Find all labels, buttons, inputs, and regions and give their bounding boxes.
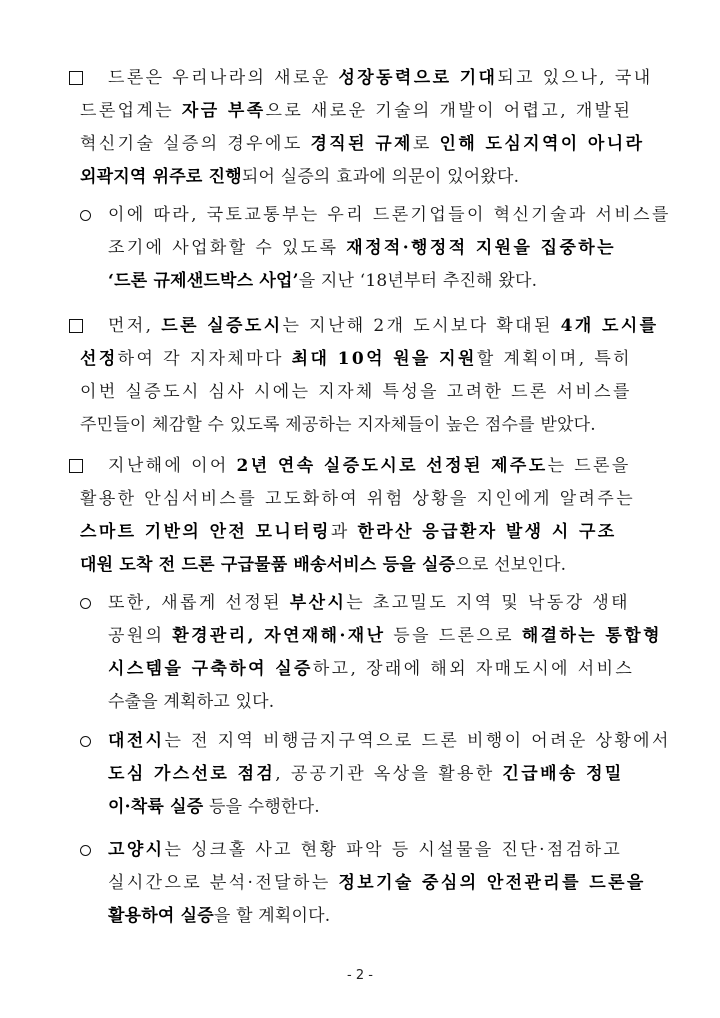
bold-text: 4개 도시를 xyxy=(560,316,659,336)
text-run: 수출을 계획하고 있다. xyxy=(108,692,275,712)
text-line xyxy=(108,762,624,786)
text-run: 는 싱크홀 사고 현황 파악 등 시설물을 진단·점검하고 xyxy=(164,840,623,860)
text-line xyxy=(108,657,634,681)
circle-bullet-icon xyxy=(80,736,91,747)
text-run: 활용한 안심서비스를 고도화하여 위험 상황을 지인에게 알려주는 xyxy=(80,489,636,509)
bold-text: 최대 10억 원을 지원 xyxy=(291,349,477,369)
text-line xyxy=(108,729,671,753)
text-run: 등을 수행한다. xyxy=(203,797,320,817)
text-line xyxy=(80,132,644,156)
bold-text: 재정적·행정적 지원을 집중하는 xyxy=(346,238,616,258)
text-run: 되고 있으나, 국내 xyxy=(497,68,653,88)
text-run: 로 xyxy=(412,134,440,154)
text-line xyxy=(108,871,646,895)
text-line xyxy=(108,904,330,928)
square-bullet-icon xyxy=(69,459,83,473)
bold-text: 자금 부족 xyxy=(181,101,266,121)
text-run: 이번 실증도시 심사 시에는 지자체 특성을 고려한 드론 서비스를 xyxy=(80,382,632,402)
circle-bullet-icon xyxy=(80,845,91,856)
text-line xyxy=(108,838,622,862)
text-run: 조기에 사업화할 수 있도록 xyxy=(108,238,347,258)
text-line xyxy=(108,690,274,714)
text-line xyxy=(108,203,671,227)
bold-text: 스마트 기반의 안전 모니터링 xyxy=(80,522,331,542)
text-line xyxy=(108,314,658,338)
text-line xyxy=(108,66,653,90)
text-run: 으로 선보인다. xyxy=(455,555,567,575)
bold-text: 외곽지역 위주로 진행 xyxy=(80,167,242,187)
bold-text: 대전시 xyxy=(108,731,165,751)
bold-text: 활용하여 실증 xyxy=(108,906,214,926)
bold-text: 부산시 xyxy=(289,593,347,613)
bold-text: 성장동력으로 기대 xyxy=(338,68,498,88)
page-number: - 2 - xyxy=(347,968,373,983)
text-line xyxy=(80,413,596,437)
text-run: 을 지난 ‘18년부터 추진해 왔다. xyxy=(298,271,538,291)
text-run: 드론은 우리나라의 새로운 xyxy=(108,68,339,88)
text-run: 으로 새로운 기술의 개발이 어렵고, 개발된 xyxy=(265,101,633,121)
text-run: 주민들이 체감할 수 있도록 제공하는 지자체들이 높은 점수를 받았다. xyxy=(80,415,596,435)
text-line xyxy=(108,591,630,615)
text-line xyxy=(108,269,537,293)
bold-text: 고양시 xyxy=(108,840,165,860)
text-line xyxy=(108,454,631,478)
bold-text: ‘드론 규제샌드박스 사업’ xyxy=(108,271,299,291)
text-line xyxy=(80,347,632,371)
text-line xyxy=(108,236,616,260)
circle-bullet-icon xyxy=(80,598,91,609)
text-run: 는 전 지역 비행금지구역으로 드론 비행이 어려운 상황에서 xyxy=(164,731,671,751)
text-line xyxy=(108,624,662,648)
bold-text: 이·착륙 실증 xyxy=(108,797,204,817)
text-run: 드론업계는 xyxy=(80,101,182,121)
text-run: 하여 각 지자체마다 xyxy=(117,349,292,369)
text-run: 또한, 새롭게 선정된 xyxy=(108,593,290,613)
text-run: 할 계획이며, 특히 xyxy=(476,349,632,369)
square-bullet-icon xyxy=(69,319,83,333)
bold-text: 긴급배송 정밀 xyxy=(502,764,624,784)
circle-bullet-icon xyxy=(80,210,91,221)
text-run: 이에 따라, 국토교통부는 우리 드론기업들이 혁신기술과 서비스를 xyxy=(108,205,671,225)
text-run: 먼저, xyxy=(108,316,162,336)
text-line xyxy=(80,165,519,189)
square-bullet-icon xyxy=(69,71,83,85)
text-line xyxy=(80,553,566,577)
text-run: 는 지난해 2개 도시보다 확대된 xyxy=(282,316,561,336)
text-run: 혁신기술 실증의 경우에도 xyxy=(80,134,311,154)
text-line xyxy=(80,487,635,511)
bold-text: 환경관리, 자연재해·재난 xyxy=(172,626,386,646)
text-run: , 공공기관 옥상을 활용한 xyxy=(275,764,503,784)
text-run: 는 드론을 xyxy=(547,456,631,476)
text-run: 하고, 장래에 해외 자매도시에 서비스 xyxy=(312,659,635,679)
text-run: 는 초고밀도 지역 및 낙동강 생태 xyxy=(346,593,630,613)
bold-text: 해결하는 통합형 xyxy=(521,626,662,646)
bold-text: 정보기술 중심의 안전관리를 드론을 xyxy=(338,873,646,893)
text-run: 실시간으로 분석·전달하는 xyxy=(108,873,339,893)
bold-text: 인해 도심지역이 아니라 xyxy=(439,134,645,154)
bold-text: 시스템을 구축하여 실증 xyxy=(108,659,313,679)
bold-text: 드론 실증도시 xyxy=(161,316,283,336)
text-run: 을 할 계획이다. xyxy=(213,906,331,926)
bold-text: 대원 도착 전 드론 구급물품 배송서비스 등을 실증 xyxy=(80,555,456,575)
bold-text: 경직된 규제 xyxy=(310,134,413,154)
bold-text: 2년 연속 실증도시로 선정된 제주도 xyxy=(236,456,548,476)
bold-text: 한라산 응급환자 발생 시 구조 xyxy=(357,522,617,542)
text-run: 공원의 xyxy=(108,626,173,646)
text-line xyxy=(80,99,632,123)
text-run: 등을 드론으로 xyxy=(385,626,522,646)
text-run: 과 xyxy=(330,522,358,542)
text-line xyxy=(80,520,617,544)
text-run: 되어 실증의 효과에 의문이 있어왔다. xyxy=(241,167,520,187)
bold-text: 도심 가스선로 점검 xyxy=(108,764,276,784)
text-line xyxy=(108,795,320,819)
text-line xyxy=(80,380,632,404)
text-run: 지난해에 이어 xyxy=(108,456,237,476)
bold-text: 선정 xyxy=(80,349,118,369)
